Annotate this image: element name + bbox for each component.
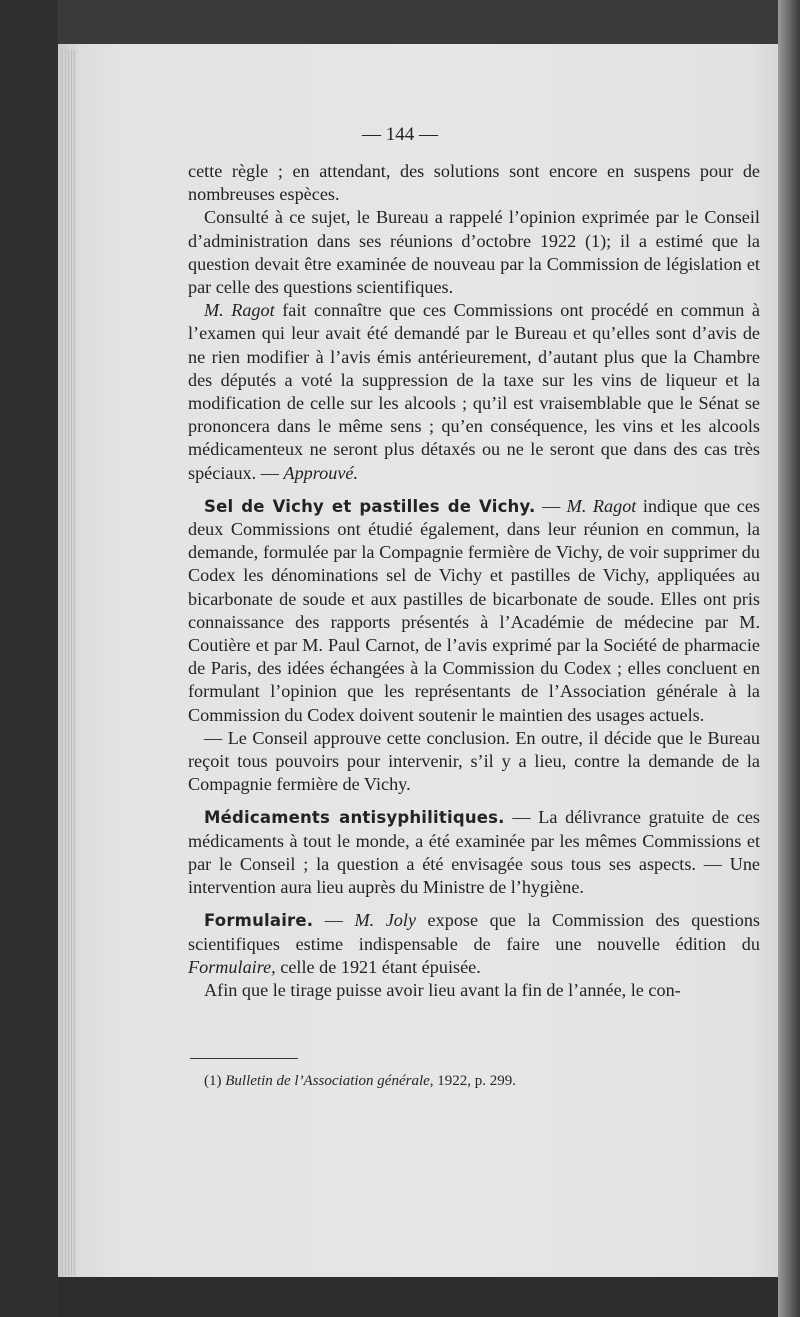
paragraph: Consulté à ce sujet, le Bureau a rappelé l’opinion exprimée par le Conseil d’administration dans ses réunions d’octobre 1922 (1); il a estimé que la question devait être examinée de nouveau par la Commission de législation et par celle des questions scientifiques. [188,207,760,298]
footnote-text: 1922, p. 299. [433,1073,517,1089]
paragraph-text: expose que la Commission des questions scientifiques estime indispensable de faire une nouvelle édition du [188,910,760,954]
paragraph [188,299,760,485]
footnote-marker: (1) [204,1073,226,1089]
scan-background-left [0,0,58,1317]
publication-title: Formulaire, [188,956,276,977]
book-spine-shadow [778,0,800,1317]
page-edge-stack [62,50,76,1275]
section-formulaire [188,909,760,979]
footnote-rule [190,1058,298,1059]
paragraph-text: indique que ces deux Commissions ont étudié également, dans leur réunion en commun, la demande, formulée par la Compagnie fermière de Vichy, de voir supprimer du Codex les dénominations sel de Vichy et pastilles de Vichy, appliquées au bicarbonate de soude et aux pastilles de bicarbonate de soude. Elles ont pris connaissance des rapports présentés à l’Académie de médecine par M. Coutière et par M. Paul Carnot, de l’avis exprimé par la Société de pharmacie de Paris, des idées échangées à la Commission du Codex ; elles concluent en formulant l’opinion que les représentants de l’Association générale à la Commission du Codex doivent soutenir le maintien des usages actuels. [188,495,760,725]
section-vichy [188,495,760,727]
page-number: — 144 — [362,124,438,145]
paragraph-text: — La délivrance gratuite de ces médicaments à tout le monde, a été examinée par les mêmes Commissions et par le Conseil ; la question a été envisagée sous tous ses aspects. — Une intervention aura lieu auprès du Ministre de l’hygiène. [188,807,760,898]
approval-note: Approuvé. [283,462,359,483]
footnote-source: Bulletin de l’Association générale, [225,1073,434,1089]
body-text [188,160,760,1002]
dash: — [313,910,355,931]
paragraph: cette règle ; en attendant, des solutions sont encore en suspens pour de nombreuses espèces. [188,161,760,205]
section-antisyphilitiques [188,806,760,899]
person-name: M. Ragot [204,300,275,321]
dash: — [535,495,567,516]
footnote [204,1073,516,1090]
person-name: M. Ragot [566,495,637,516]
paragraph-text: celle de 1921 étant épuisée. [275,956,481,977]
person-name: M. Joly [354,910,417,931]
section-heading: Sel de Vichy et pastilles de Vichy. [204,496,536,516]
section-heading: Médicaments antisyphilitiques. [204,808,505,828]
scan-background-top [0,0,800,48]
section-heading: Formulaire. [204,911,314,931]
paragraph: Afin que le tirage puisse avoir lieu avant la fin de l’année, le con- [204,979,681,1000]
paragraph: — Le Conseil approuve cette conclusion. En outre, il décide que le Bureau reçoit tous pouvoirs pour intervenir, s’il y a lieu, contre la demande de la Compagnie fermière de Vichy. [188,727,760,795]
paragraph-text: fait connaître que ces Commissions ont procédé en commun à l’examen qui leur avait été demandé par le Bureau et qu’elles sont d’avis de ne rien modifier à l’avis émis antérieurement, d’autant plus que la Chambre des députés a voté la suppression de la taxe sur les vins de liqueur et la modification de celle sur les alcools ; qu’il est vraisemblable que le Sénat se prononcera dans le même sens ; qu’en conséquence, les vins et les alcools médicamenteux ne seront plus détaxés ou ne le seront que dans des cas très spéciaux. — [188,300,760,483]
